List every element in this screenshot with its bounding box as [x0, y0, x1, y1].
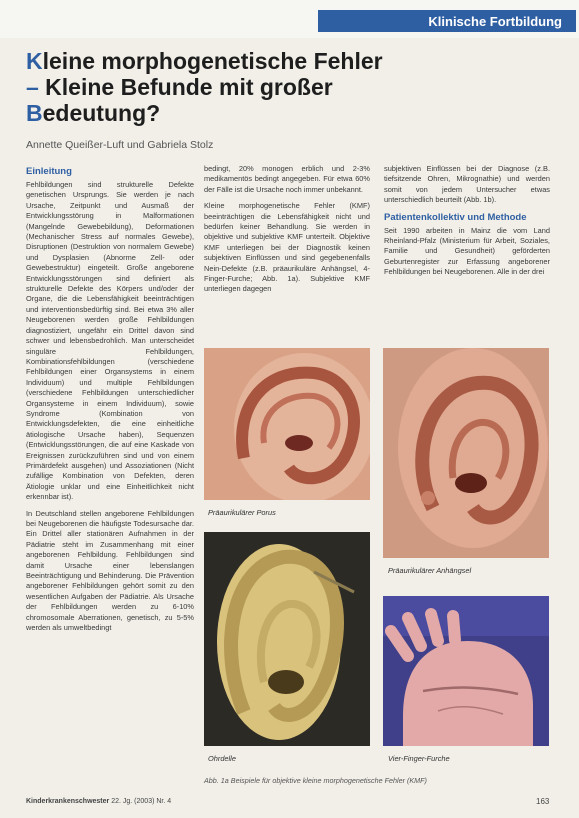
photo-hand-crease [383, 596, 549, 746]
photo-ear-crease [204, 532, 370, 746]
heading-einleitung: Einleitung [26, 166, 72, 177]
title-line-3: Bedeutung? [26, 100, 161, 126]
article-title [26, 48, 406, 126]
paragraph: In Deutschland stellen angeborene Fehlbildungen bei Neugeborenen die häufigste Todesursache dar. Ein Drittel aller stationären Aufnahmen in der Pädiatrie steht im Zusammenhang mit einer angeborenen Fehlbildung. Fehlbildungen sind damit Ursache einer lebenslangen Beeinträchtigung und Behinderung. Die Prävention angeborener Fehlbildungen gehört somit zu den wesentlichen Aufgaben der Pädiatrie. Als Ursache der Fehlbildungen werden zu 6-10% chromosomale Aberrationen, genetisch, zu 5-5% werden als umweltbedingt [26, 508, 194, 633]
footer-journal [26, 798, 171, 805]
paragraph: Fehlbildungen sind strukturelle Defekte genetischen Ursprungs. Sie werden je nach Ursache, Zeitpunkt und Ausmaß der Entwicklungsstörung in Malformationen (Mangelnde Gewebebildung), Deformationen (Mechanischer Stress auf normales Gewebe), Disruptionen (Destruktion von normalem Gewebe) und Dysplasien (Abnorme Zell- oder Gewebestruktur) eingeteilt. Große angeborene Entwicklungsstörungen sind definiert als strukturelle Defekte des Körpers und/oder der Organe, die die Lebensfähigkeit beeinträchtigen und interventionsbedürftig sind. Bei etwa 3% aller Neugeborenen werden große Fehlbildungen diagnostiziert, ungefähr ein Drittel davon sind schwer und lebensbedrohlich. Man unterscheidet singuläre Fehlbildungen, Kombinationsfehlbildungen (verschiedene Fehlbildungen einer Organsystems in einem Individuum) und multiple Fehlbildungen (verschiedene Fehlbildungen unterschiedlicher Organsysteme in einem Individuum), sowie Syndrome (Kombination von Entwicklungsdefekten, die eine einheitliche ätiologische Ursache haben), Sequenzen (Entwicklungsstörungen, die auf eine Kaskade von Ereignissen zurückzuführen sind und von einem Primärdefekt ausgehen) und Assoziationen (Nicht zufällige Kombination von Defekten, deren Ätiologie unklar und eine Einheitlichkeit nicht erkennbar ist). [26, 180, 194, 502]
photo-ear-tag [383, 348, 549, 558]
caption-fig3: Ohrdelle [208, 754, 236, 763]
column-1 [26, 166, 194, 778]
title-line-1: Kleine morphogenetische Fehler [26, 48, 383, 74]
caption-fig4: Vier-Finger-Furche [388, 754, 450, 763]
paragraph: Seit 1990 arbeiten in Mainz die vom Land Rheinland-Pfalz (Ministerium für Arbeit, Soziales, Familie und Gesundheit) geförderten Geburtenregister zur Erfassung angeborener Fehlbildungen bei Neugeborenen. Alle in der drei [384, 225, 550, 277]
paragraph: subjektiven Einflüssen bei der Diagnose (z.B. tiefsitzende Ohren, Mikrognathie) und werden somit von jedem Untersucher etwas unterschiedlich beurteilt (Abb. 1b). [384, 164, 550, 205]
page-number: 163 [536, 797, 550, 806]
authors: Annette Queißer-Luft und Gabriela Stolz [26, 139, 214, 151]
journal-name: Kinderkrankenschwester [26, 798, 110, 805]
title-line-2: – Kleine Befunde mit großer [26, 74, 333, 100]
column-3 [384, 164, 550, 344]
photo-ear-pit [204, 348, 370, 500]
caption-fig1: Präaurikulärer Porus [208, 508, 276, 517]
column-2 [204, 164, 370, 344]
figure-caption: Abb. 1a Beispiele für objektive kleine morphogenetische Fehler (KMF) [204, 776, 427, 785]
section-tab: Klinische Fortbildung [318, 10, 576, 32]
journal-issue: 22. Jg. (2003) Nr. 4 [111, 798, 172, 805]
heading-patientenkollektiv: Patientenkollektiv und Methode [384, 211, 527, 223]
caption-fig2: Präaurikulärer Anhängsel [388, 566, 472, 575]
paragraph: bedingt, 20% monogen erblich und 2-3% medikamentös bedingt angegeben. Für etwa 60% der Fälle ist die Ursache noch immer unbekannt. [204, 164, 370, 194]
paragraph: Kleine morphogenetische Fehler (KMF) beeinträchtigen die Lebensfähigkeit nicht und bedürfen keiner Behandlung. Sie werden in objektive und subjektive KMF unterteilt. Objektive KMF unterliegen bei der Diagnostik keinen subjektiven Einflüssen und sind gegebenenfalls Nein-Defekte (z.B. präaurikuläre Anhängsel, 4-Finger-Furche; Abb. 1a). Subjektive KMF unterliegen dagegen [204, 201, 370, 294]
